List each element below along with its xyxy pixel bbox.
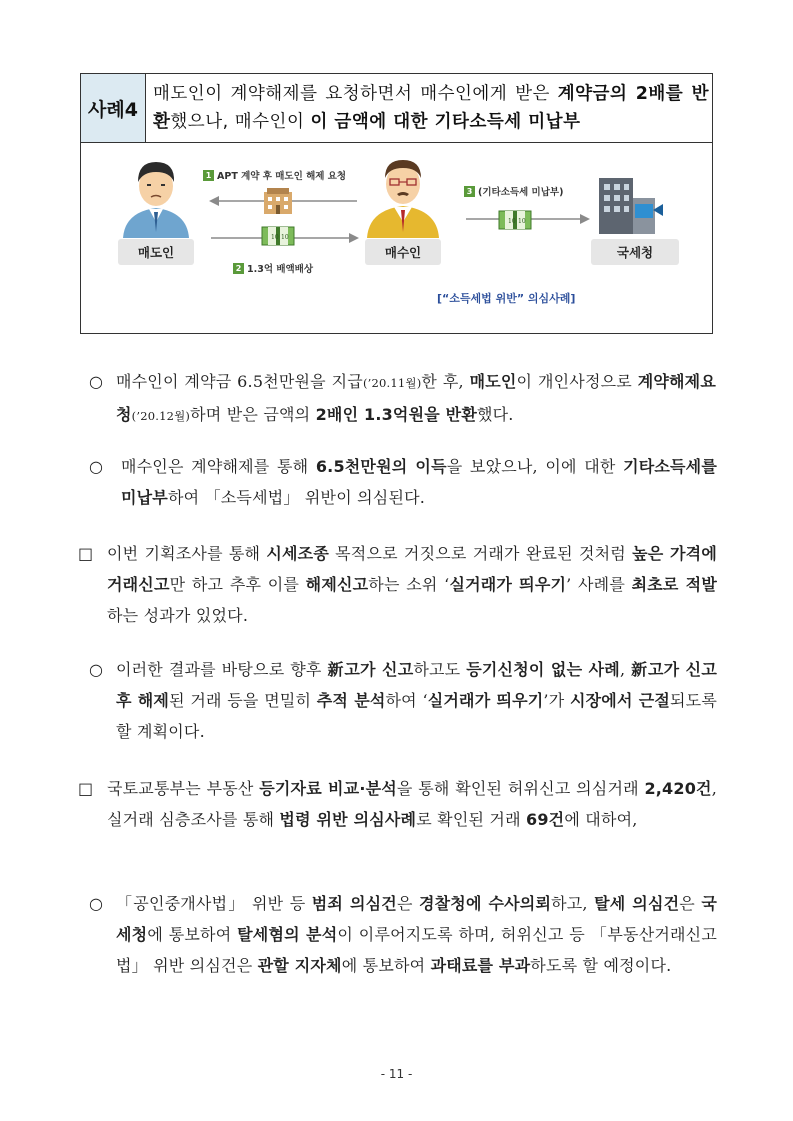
money-bundle-icon — [497, 208, 533, 232]
paragraph-2: 매수인은 계약해제를 통해 6.5천만원의 이득을 보았으나, 이에 대한 기타소득세를 미납부하여 「소득세법」 위반이 의심된다. — [121, 457, 717, 507]
buyer-label: 매수인 — [365, 239, 441, 265]
paragraph-6: 「공인중개사법」 위반 등 범죄 의심건은 경찰청에 수사의뢰하고, 탈세 의심건은 국세청에 통보하여 탈세혐의 분석이 이루어지도록 하며, 허위신고 등 「부동산거래신고법」 위반 의심건은 관할 지자체에 통보하여 과태료를 부과하도록 할 예정이다. — [116, 894, 717, 975]
apartment-icon — [261, 186, 295, 214]
page-number: - 11 - — [380, 1067, 413, 1081]
step-1-text: APT 계약 후 매도인 해제 요청 — [217, 171, 347, 182]
svg-text:10: 10 — [508, 218, 516, 225]
case-illustration — [81, 142, 712, 333]
case-box — [80, 73, 713, 334]
case-header — [81, 74, 712, 143]
svg-text:10: 10 — [271, 234, 279, 241]
case-description: 매도인이 계약해제를 요청하면서 매수인에게 받은 계약금의 2배를 반환했으나, 매수인이 이 금액에 대한 기타소득세 미납부 — [153, 84, 709, 132]
p1-marker: ○ — [89, 372, 103, 391]
paragraph-1: 매수인이 계약금 6.5천만원을 지급(’20.11월)한 후, 매도인이 개인사정으로 계약해제요청(’20.12월)하며 받은 금액의 2배인 1.3억원을 반환했다. — [116, 372, 716, 424]
paragraph-5: 국토교통부는 부동산 등기자료 비교·분석을 통해 확인된 허위신고 의심거래 2,420건, 실거래 심층조사를 통해 법령 위반 의심사례로 확인된 거래 69건에 대하여, — [107, 779, 717, 829]
p3-marker: □ — [78, 544, 94, 563]
step-2-text: 1.3억 배액배상 — [247, 264, 314, 275]
p4-marker: ○ — [89, 660, 103, 679]
case-label: 사례4 — [81, 74, 146, 142]
step-1 — [203, 168, 346, 182]
step-3-number: 3 — [464, 186, 475, 197]
p5-marker: □ — [78, 779, 94, 798]
step-2-number: 2 — [233, 263, 244, 274]
svg-text:10: 10 — [281, 234, 289, 241]
paragraph-3: 이번 기획조사를 통해 시세조종 목적으로 거짓으로 거래가 완료된 것처럼 높은 가격에 거래신고만 하고 추후 이를 해제신고하는 소위 ‘실거래가 띄우기’ 사례를 최초로 적발하는 성과가 있었다. — [107, 544, 717, 625]
tax-office-building-icon — [595, 176, 665, 236]
step-1-number: 1 — [203, 170, 214, 181]
svg-text:10: 10 — [518, 218, 526, 225]
seller-figure-icon — [119, 156, 193, 238]
paragraph-4: 이러한 결과를 바탕으로 향후 新고가 신고하고도 등기신청이 없는 사례, 新고가 신고 후 해제된 거래 등을 면밀히 추적 분석하여 ‘실거래가 띄우기’가 시장에서 근절되도록 할 계획이다. — [116, 660, 717, 741]
seller-label: 매도인 — [118, 239, 194, 265]
tax-office-label: 국세청 — [591, 239, 679, 265]
step-2 — [233, 261, 313, 275]
step-3-text: (기타소득세 미납부) — [478, 187, 564, 198]
step-3 — [464, 184, 563, 198]
violation-note: [“소득세법 위반” 의심사례] — [437, 292, 576, 305]
money-bundle-icon — [260, 224, 296, 248]
buyer-figure-icon — [361, 154, 445, 238]
p2-marker: ○ — [89, 457, 103, 476]
p6-marker: ○ — [89, 894, 103, 913]
